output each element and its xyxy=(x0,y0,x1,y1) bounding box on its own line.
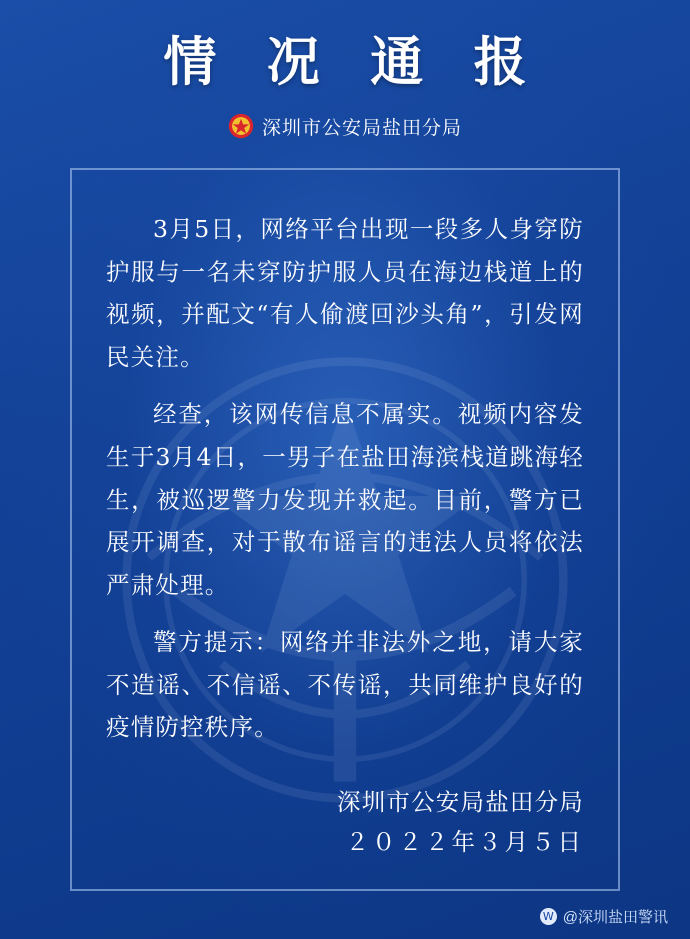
signature-block xyxy=(106,783,584,863)
issuer-row xyxy=(0,113,690,140)
weibo-icon: W xyxy=(540,908,557,925)
signature-date: ２０２２年３月５日 xyxy=(345,828,584,857)
account-handle: @深圳盐田警讯 xyxy=(562,909,668,926)
announcement-body xyxy=(106,208,584,749)
paragraph-3: 警方提示：网络并非法外之地，请大家不造谣、不信谣、不传谣，共同维护良好的疫情防控秩序。 xyxy=(106,627,584,742)
paragraph-1: 3月5日，网络平台出现一段多人身穿防护服与一名未穿防护服人员在海边栈道上的视频，并配文“有人偷渡回沙头角”，引发网民关注。 xyxy=(106,214,584,372)
police-badge-icon xyxy=(228,113,254,139)
footer-account xyxy=(540,906,668,927)
content-frame xyxy=(70,168,620,891)
signature-org: 深圳市公安局盐田分局 xyxy=(337,788,584,817)
paragraph-2: 经查，该网传信息不属实。视频内容发生于3月4日，一男子在盐田海滨栈道跳海轻生，被巡逻警力发现并救起。目前，警方已展开调查，对于散布谣言的违法人员将依法严肃处理。 xyxy=(106,400,584,600)
page-title: 情 况 通 报 xyxy=(163,31,543,93)
issuer-name: 深圳市公安局盐田分局 xyxy=(261,116,462,139)
title-block xyxy=(0,0,690,140)
